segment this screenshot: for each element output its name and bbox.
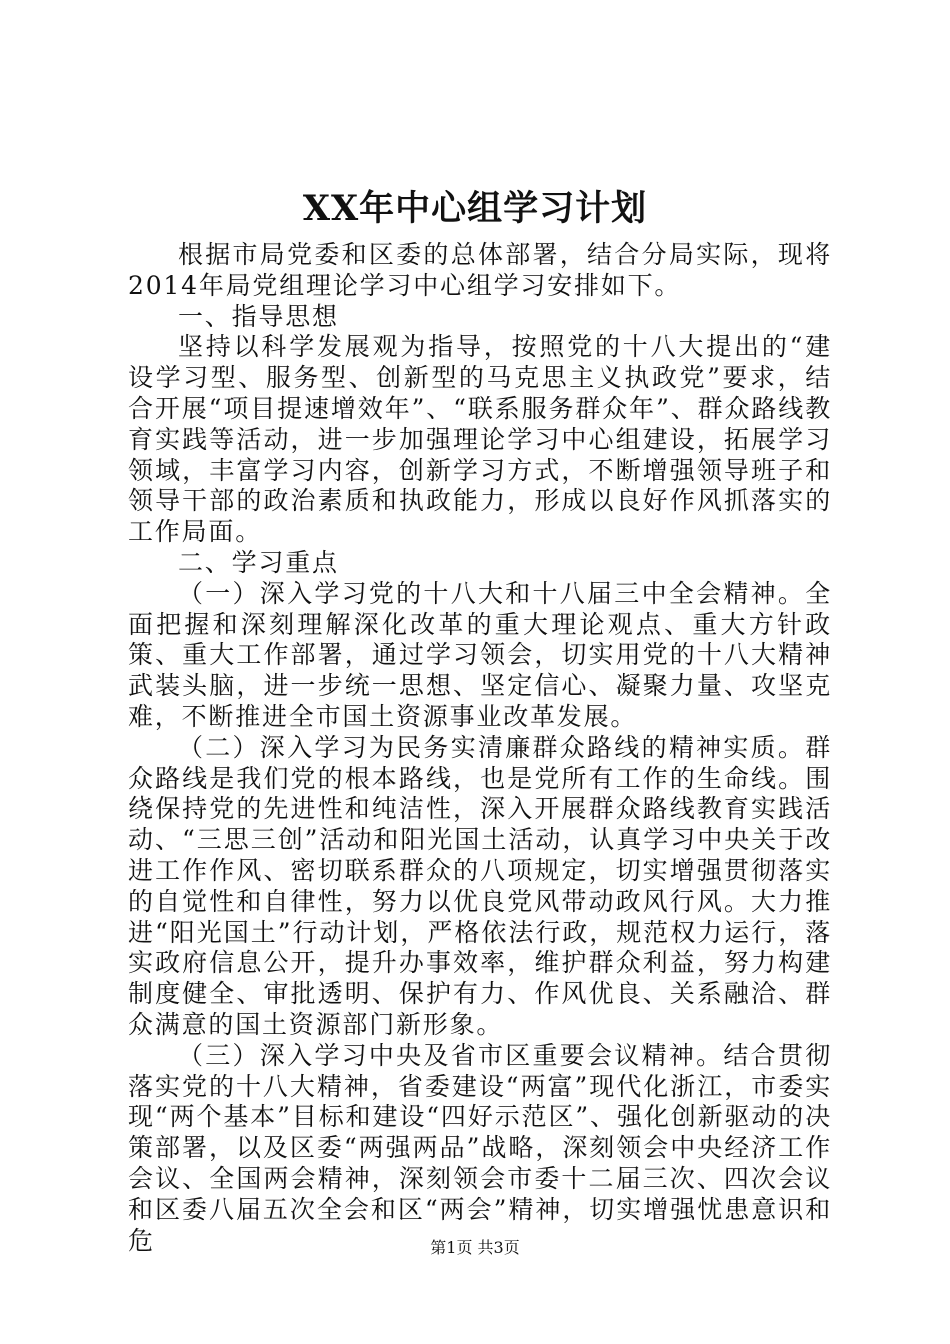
document-body [128,240,832,1256]
guiding-thought-paragraph: 坚持以科学发展观为指导，按照党的十八大提出的“建设学习型、服务型、创新型的马克思主义执政党”要求，结合开展“项目提速增效年”、“联系服务群众年”、群众路线教育实践等活动，进一步加强理论学习中心组建设，拓展学习领域，丰富学习内容，创新学习方式，不断增强领导班子和领导干部的政治素质和执政能力，形成以良好作风抓落实的工作局面。 [128,332,832,547]
page-footer: 第1页 共3页 [430,1238,520,1257]
focus-item-2-paragraph: （二）深入学习为民务实清廉群众路线的精神实质。群众路线是我们党的根本路线，也是党所有工作的生命线。围绕保持党的先进性和纯洁性，深入开展群众路线教育实践活动、“三思三创”活动和阳光国土活动，认真学习中央关于改进工作作风、密切联系群众的八项规定，切实增强贯彻落实的自觉性和自律性，努力以优良党风带动政风行风。大力推进“阳光国土”行动计划，严格依法行政，规范权力运行，落实政府信息公开，提升办事效率，维护群众利益，努力构建制度健全、审批透明、保护有力、作风优良、关系融洽、群众满意的国土资源部门新形象。 [128,732,832,1039]
section-heading-study-focus: 二、学习重点 [178,547,339,577]
focus-item-3-paragraph: （三）深入学习中央及省市区重要会议精神。结合贯彻落实党的十八大精神，省委建设“两富”现代化浙江，市委实现“两个基本”目标和建设“四好示范区”、强化创新驱动的决策部署，以及区委“两强两品”战略，深刻领会中央经济工作会议、全国两会精神，深刻领会市委十二届三次、四次会议和区委八届五次全会和区“两会”精神，切实增强忧患意识和危 [128,1040,832,1255]
intro-paragraph: 根据市局党委和区委的总体部署，结合分局实际，现将2014年局党组理论学习中心组学习安排如下。 [128,240,832,300]
section-heading-guiding-thought: 一、指导思想 [178,301,339,331]
document-title: XX年中心组学习计划 [302,188,648,229]
focus-item-1-paragraph: （一）深入学习党的十八大和十八届三中全会精神。全面把握和深刻理解深化改革的重大理论观点、重大方针政策、重大工作部署，通过学习领会，切实用党的十八大精神武装头脑，进一步统一思想、坚定信心、凝聚力量、攻坚克难，不断推进全市国土资源事业改革发展。 [128,578,832,731]
